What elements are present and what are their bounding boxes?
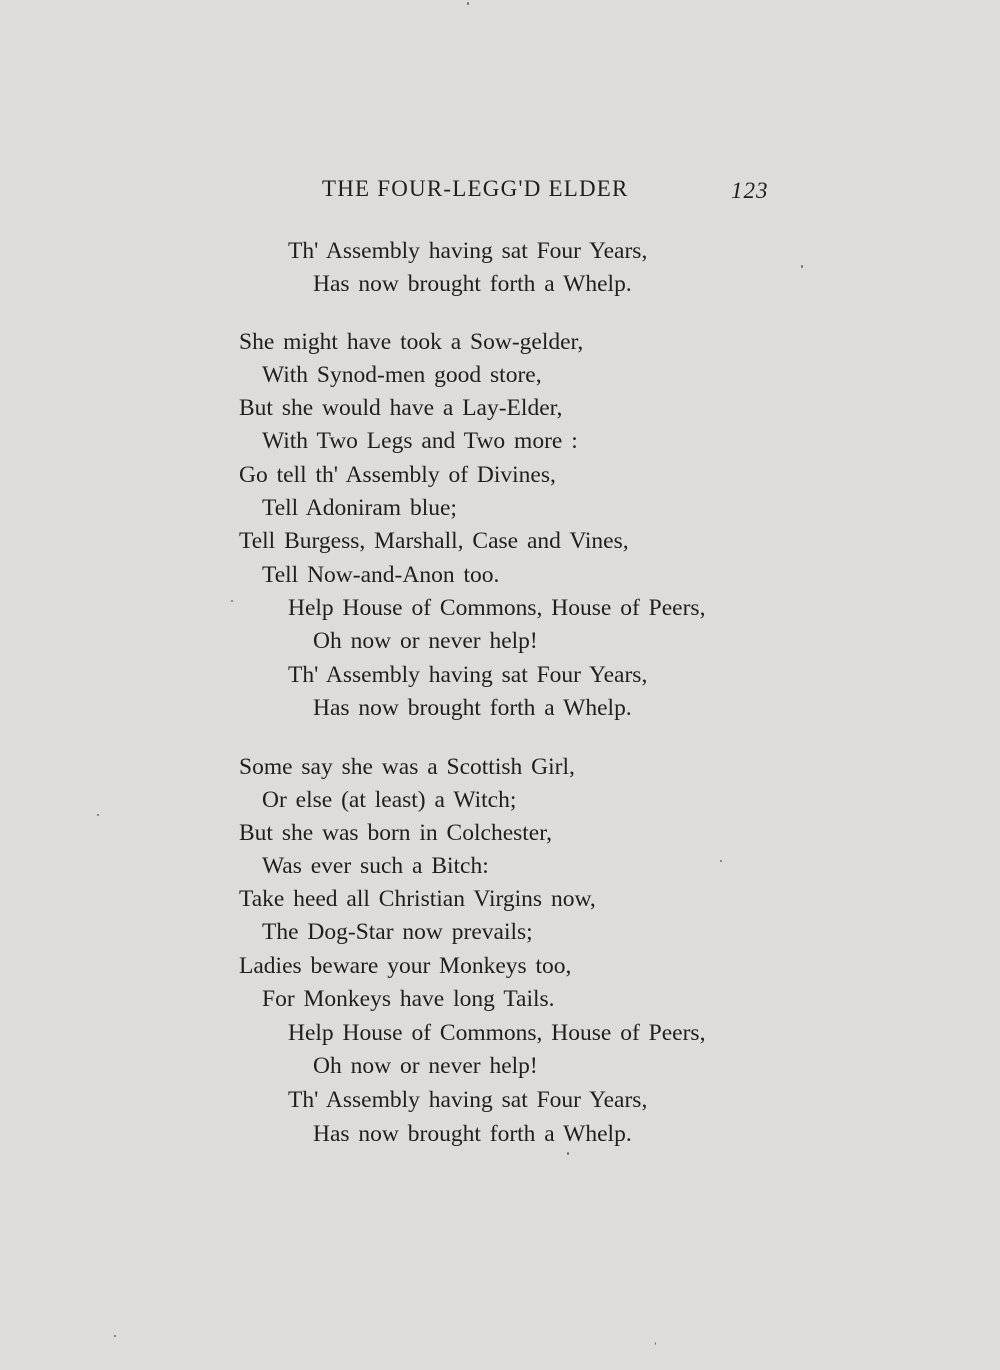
poem-line: Help House of Commons, House of Peers,	[288, 595, 706, 621]
poem-line: Tell Burgess, Marshall, Case and Vines,	[239, 528, 629, 554]
poem-line: Take heed all Christian Virgins now,	[239, 886, 596, 912]
paper-speck	[720, 860, 722, 862]
paper-speck	[114, 1335, 116, 1337]
poem-line: With Two Legs and Two more :	[262, 428, 578, 454]
poem-line: Or else (at least) a Witch;	[262, 787, 517, 813]
page-number: 123	[731, 178, 769, 203]
poem-line: Was ever such a Bitch:	[262, 853, 489, 879]
paper-speck	[567, 1152, 569, 1155]
poem-line: Go tell th' Assembly of Divines,	[239, 462, 556, 488]
poem-line: But she was born in Colchester,	[239, 820, 552, 846]
header-title: THE FOUR-LEGG'D ELDER	[322, 176, 629, 201]
poem-line: She might have took a Sow-gelder,	[239, 329, 584, 355]
paper-speck	[655, 1342, 656, 1345]
poem-line: Ladies beware your Monkeys too,	[239, 953, 572, 979]
poem-line: For Monkeys have long Tails.	[262, 986, 555, 1012]
poem-line: Oh now or never help!	[313, 1053, 538, 1079]
poem-line: Tell Now-and-Anon too.	[262, 562, 500, 588]
poem-line: With Synod-men good store,	[262, 362, 542, 388]
paper-speck	[801, 265, 803, 268]
paper-speck	[231, 600, 233, 602]
poem-line: Help House of Commons, House of Peers,	[288, 1020, 706, 1046]
poem-line: Oh now or never help!	[313, 628, 538, 654]
poem-line: Has now brought forth a Whelp.	[313, 271, 632, 297]
paper-speck	[97, 814, 99, 816]
poem-line: Tell Adoniram blue;	[262, 495, 457, 521]
running-header	[0, 176, 1000, 208]
poem-line: Th' Assembly having sat Four Years,	[288, 238, 648, 264]
poem-line: Th' Assembly having sat Four Years,	[288, 662, 648, 688]
paper-speck	[467, 2, 469, 5]
poem-line: Th' Assembly having sat Four Years,	[288, 1087, 648, 1113]
poem-line: Some say she was a Scottish Girl,	[239, 754, 575, 780]
poem-line: Has now brought forth a Whelp.	[313, 695, 632, 721]
poem-line: Has now brought forth a Whelp.	[313, 1121, 632, 1147]
poem-line: But she would have a Lay-Elder,	[239, 395, 563, 421]
poem-line: The Dog-Star now prevails;	[262, 919, 533, 945]
